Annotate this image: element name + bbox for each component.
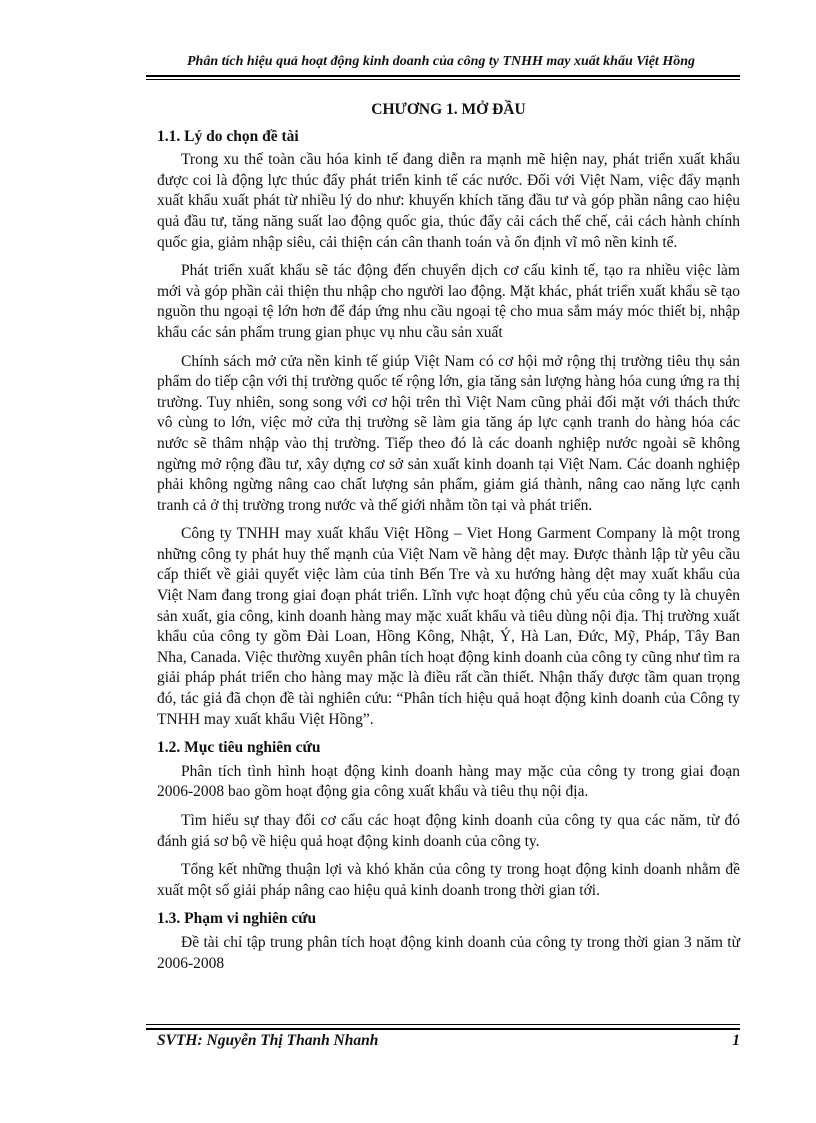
paragraph: Chính sách mở cửa nền kinh tế giúp Việt Nam có cơ hội mở rộng thị trường tiêu thụ sản phẩm do tiếp cận với thị trường quốc tế rộng lớn, gia tăng sản lượng hàng hóa cung ứng ra thị trường. Tuy nhiên, song song với cơ hội trên thì Việt Nam cũng phải đối mặt với thách thức vô cùng to lớn, việc mở cửa thị trường sẽ làm gia tăng áp lực cạnh tranh do hàng hóa các nước sẽ thâm nhập vào thị trường. Tiếp theo đó là các doanh nghiệp nước ngoài sẽ không ngừng mở rộng đầu tư, xây dựng cơ sở sản xuất kinh doanh tại Việt Nam. Các doanh nghiệp phải không ngừng nâng cao chất lượng sản phẩm, giảm giá thành, nâng cao năng lực cạnh tranh cả ở thị trường trong nước và thế giới nhằm tồn tại và phát triển. — [157, 352, 740, 514]
header-rule-thin — [146, 79, 740, 80]
section-reason — [157, 127, 740, 731]
paragraph: Tìm hiểu sự thay đổi cơ cấu các hoạt động kinh doanh của công ty qua các năm, từ đó đánh giá sơ bộ về hiệu quả hoạt động kinh doanh của công ty. — [157, 812, 740, 850]
page-number: 1 — [732, 1032, 740, 1049]
page-body — [157, 100, 740, 982]
paragraph: Phân tích tình hình hoạt động kinh doanh hàng may mặc của công ty trong giai đoạn 2006-2008 bao gồm hoạt động gia công xuất khẩu và tiêu thụ nội địa. — [157, 762, 740, 801]
paragraph: Công ty TNHH may xuất khẩu Việt Hồng – Viet Hong Garment Company là một trong những công ty phát huy thế mạnh của Việt Nam về hàng dệt may. Được thành lập từ yêu cầu cấp thiết về giải quyết việc làm của tỉnh Bến Tre và xu hướng hàng dệt may xuất khẩu của Việt Nam đang trong giai đoạn phát triển. Lĩnh vực hoạt động chủ yếu của công ty là chuyên sản xuất, gia công, kinh doanh hàng may mặc xuất khẩu và tiêu dùng nội địa. Thị trường xuất khẩu của công ty gồm Đài Loan, Hồng Kông, Nhật, Ý, Hà Lan, Đức, Mỹ, Pháp, Tây Ban Nha, Canada. Việc thường xuyên phân tích hoạt động kinh doanh của công ty cũng như tìm ra giải pháp phát triển cho hàng may mặc là điều rất cần thiết. Nhận thấy được tầm quan trọng đó, tác giả đã chọn đề tài nghiên cứu: “Phân tích hiệu quả hoạt động kinh doanh của Công ty TNHH may xuất khẩu Việt Hồng”. — [157, 525, 740, 728]
section-objectives — [157, 738, 740, 901]
paragraph: Đề tài chỉ tập trung phân tích hoạt động kinh doanh của công ty trong thời gian 3 năm từ 2006-2008 — [157, 933, 740, 972]
footer-rule — [146, 1028, 740, 1030]
paragraph: Tổng kết những thuận lợi và khó khăn của công ty trong hoạt động kinh doanh nhằm đề xuất một số giải pháp nâng cao hiệu quả kinh doanh trong thời gian tới. — [157, 861, 740, 899]
section-heading: 1.1. Lý do chọn đề tài — [157, 127, 299, 145]
paragraph: Trong xu thế toàn cầu hóa kinh tế đang diễn ra mạnh mẽ hiện nay, phát triển xuất khẩu được coi là động lực thúc đẩy phát triển kinh tế các nước. Đối với Việt Nam, việc đẩy mạnh xuất khẩu xuất phát từ nhiều lý do như: khuyến khích tăng đầu tư và góp phần nâng cao hiệu quả đầu tư, tăng năng suất lao động quốc gia, thúc đẩy cải cách thể chế, cải cách hành chính quốc gia, giảm nhập siêu, cải thiện cán cân thanh toán và ổn định vĩ mô nền kinh tế. — [157, 151, 740, 251]
footer-author: SVTH: Nguyễn Thị Thanh Nhanh — [157, 1032, 379, 1049]
header-rule — [146, 75, 740, 77]
paragraph: Phát triển xuất khẩu sẽ tác động đến chuyển dịch cơ cấu kinh tế, tạo ra nhiều việc làm mới và góp phần cải thiện thu nhập cho người lao động. Mặt khác, phát triển xuất khẩu sẽ tạo nguồn thu ngoại tệ lớn hơn để đáp ứng nhu cầu ngoại tệ cho mua sắm máy móc thiết bị, nhập khẩu các sản phẩm trung gian phục vụ nhu cầu sản xuất — [157, 262, 740, 341]
section-heading: 1.2. Mục tiêu nghiên cứu — [157, 739, 321, 757]
running-header-title: Phân tích hiệu quả hoạt động kinh doanh của công ty TNHH may xuất khẩu Việt Hồng — [187, 54, 695, 69]
section-scope — [157, 909, 740, 974]
footer-rule-thin — [146, 1024, 740, 1025]
section-heading: 1.3. Phạm vi nghiên cứu — [157, 910, 317, 928]
chapter-title: CHƯƠNG 1. MỞ ĐẦU — [371, 101, 526, 118]
